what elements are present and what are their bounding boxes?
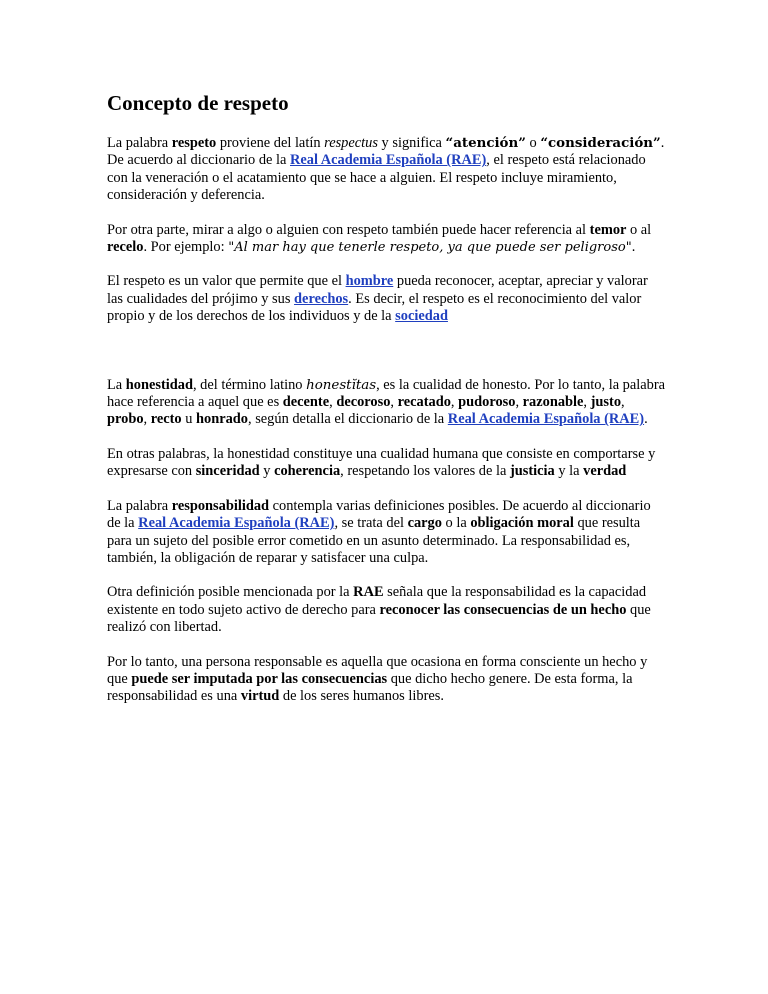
bold-term: reconocer las consecuencias de un hecho — [379, 601, 627, 618]
page-title: Concepto de respeto — [107, 91, 289, 115]
text: , respetando los valores de la — [340, 463, 510, 480]
document-body — [107, 90, 667, 723]
derechos-link[interactable]: derechos — [294, 290, 349, 307]
text: , — [515, 394, 523, 411]
text: o la — [441, 515, 471, 532]
bold-term: honestidad — [125, 376, 193, 393]
bold-term: responsabilidad — [171, 497, 270, 514]
text: , — [583, 394, 591, 411]
text: o — [525, 135, 541, 151]
text: señala que la responsabilidad es la capacidad existente en todo sujeto activo de derecho para — [107, 584, 647, 618]
example-quote: "Al mar hay que tenerle respeto, ya que puede ser peligroso" — [228, 240, 632, 256]
text: proviene del latín — [216, 135, 325, 151]
bold-term: temor — [589, 221, 627, 238]
bold-term: pudoroso — [458, 394, 516, 411]
rae-link[interactable]: Real Academia Española (RAE) — [290, 152, 487, 169]
quoted-term: “atención” — [445, 135, 526, 151]
text: contempla varias definiciones posibles. De acuerdo al diccionario de la — [107, 497, 651, 532]
text: . — [631, 239, 636, 256]
text: que realizó con libertad. — [107, 601, 651, 636]
text: La palabra — [107, 497, 172, 514]
hombre-link[interactable]: hombre — [345, 273, 394, 290]
bold-term: respeto — [171, 135, 217, 151]
bold-term: cargo — [407, 515, 442, 532]
text: , según detalla el diccionario de la — [248, 411, 448, 428]
bold-term: RAE — [353, 584, 384, 601]
bold-term: honrado — [196, 411, 248, 428]
rae-link[interactable]: Real Academia Española (RAE) — [447, 411, 645, 428]
bold-term: coherencia — [274, 463, 341, 480]
bold-term: virtud — [240, 688, 280, 705]
text: de los seres humanos libres. — [279, 688, 444, 705]
text: Otra definición posible mencionada por la — [107, 584, 354, 601]
bold-term: justo — [590, 394, 622, 411]
bold-term: verdad — [583, 463, 627, 480]
rae-link[interactable]: Real Academia Española (RAE) — [138, 515, 335, 532]
bold-term: decente — [282, 394, 330, 411]
text: , el respeto está relacionado con la veneración o el acatamiento que se hace a alguien. El respeto incluye miramiento, consideración y deferencia. — [107, 152, 646, 204]
bold-term: recatado — [397, 394, 451, 411]
text: La palabra — [107, 135, 172, 151]
text: . — [644, 411, 648, 428]
paragraph-respeto-valor — [107, 273, 667, 325]
bold-term: puede ser imputada por las consecuencias — [131, 670, 388, 687]
paragraph-responsabilidad-persona — [107, 654, 667, 706]
paragraph-honestidad — [107, 377, 667, 429]
text: pueda reconocer, aceptar, apreciar y valorar las cualidades del prójimo y sus — [107, 273, 648, 307]
text: , se trata del — [334, 515, 408, 532]
text: La — [107, 376, 126, 393]
bold-term: recto — [150, 411, 182, 428]
text: Por otra parte, mirar a algo o alguien con respeto también puede hacer referencia al — [107, 221, 590, 238]
text: o al — [626, 221, 652, 238]
bold-term: razonable — [522, 394, 584, 411]
text: u — [181, 411, 197, 428]
sociedad-link[interactable]: sociedad — [395, 308, 448, 325]
bold-term: sinceridad — [195, 463, 260, 480]
paragraph-responsabilidad — [107, 498, 667, 568]
latin-term: honestĭtas — [306, 377, 377, 393]
text: . De acuerdo al diccionario de la — [107, 135, 665, 169]
text: , — [329, 394, 337, 411]
text: En otras palabras, la honestidad constituye una cualidad humana que consiste en comportarse y expresarse con — [107, 445, 656, 480]
bold-term: obligación moral — [470, 515, 574, 532]
paragraph-respeto-origin — [107, 135, 667, 205]
text: y — [259, 463, 275, 480]
latin-term: respectus — [324, 135, 378, 151]
bold-term: recelo — [107, 239, 144, 256]
section-spacer — [107, 343, 667, 377]
text: que resulta para un sujeto del posible error cometido en un asunto determinado. La responsabilidad es, también, la obligación de reparar y satisfacer una culpa. — [107, 515, 641, 566]
paragraph-honestidad-cualidad — [107, 446, 667, 481]
text: y la — [554, 463, 584, 480]
paragraph-respeto-temor — [107, 222, 667, 257]
text: , — [621, 394, 625, 411]
text: , del término latino — [192, 376, 307, 393]
text: , — [143, 411, 151, 428]
text: . Es decir, el respeto es el reconocimiento del valor propio y de los derechos de los individuos y de la — [107, 290, 642, 325]
text: y significa — [377, 135, 446, 151]
bold-term: probo — [107, 411, 144, 428]
bold-term: decoroso — [336, 394, 391, 411]
text: , — [390, 394, 398, 411]
text: que dicho hecho genere. De esta forma, la responsabilidad es una — [107, 670, 633, 705]
bold-term: justicia — [509, 463, 555, 480]
text: Por lo tanto, una persona responsable es aquella que ocasiona en forma consciente un hecho y que — [107, 653, 648, 687]
text: , — [450, 394, 459, 411]
paragraph-responsabilidad-rae — [107, 584, 667, 636]
text: El respeto es un valor que permite que el — [107, 273, 346, 290]
text: , es la cualidad de honesto. Por lo tanto, la palabra hace referencia a aquel que es — [107, 376, 666, 411]
quoted-term: “consideración” — [540, 135, 661, 151]
text: . Por ejemplo: — [143, 239, 229, 256]
